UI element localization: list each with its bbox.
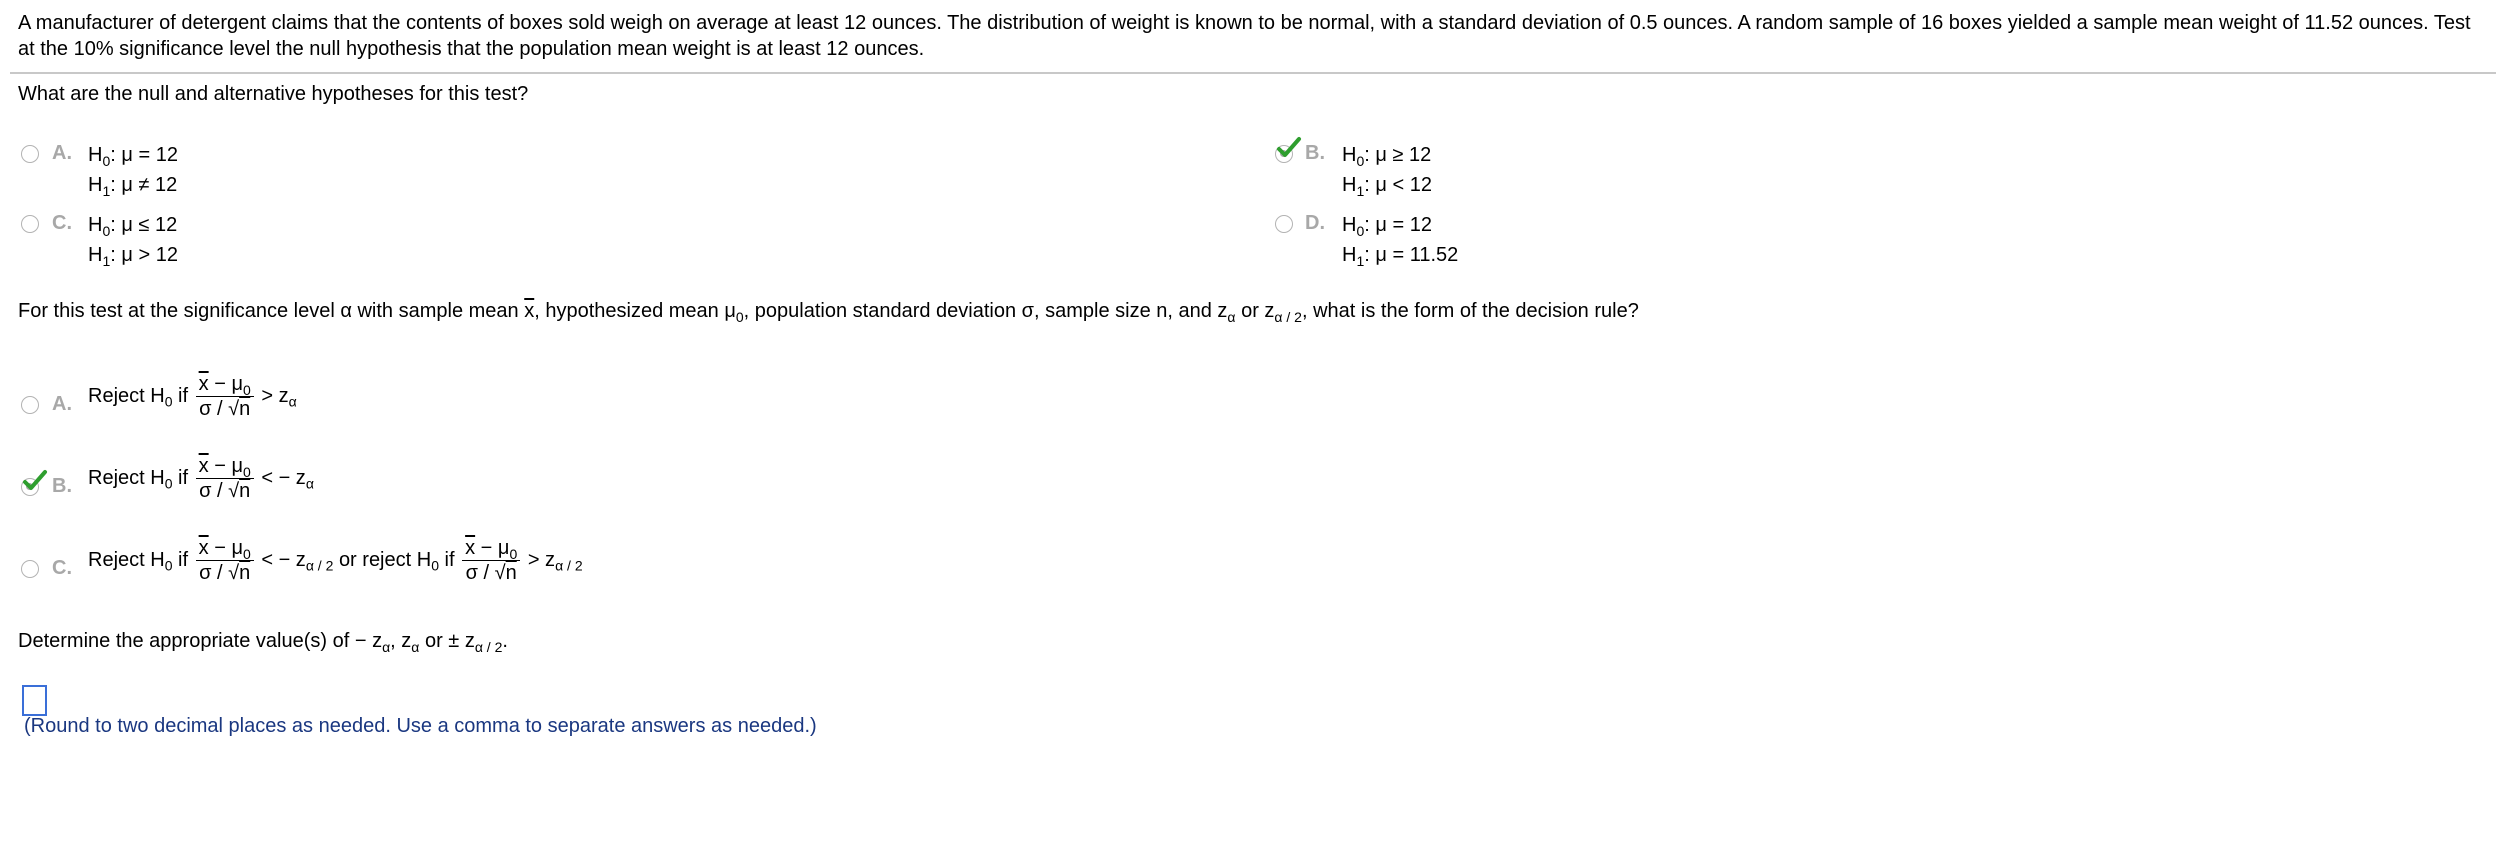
radio-button[interactable] xyxy=(21,396,39,414)
z-statistic-fraction: $\frac{\overline{x} - \mu_0}{\sigma / √n}$ xyxy=(196,536,254,585)
q2-b-rule: Reject $H_0$ if $\frac{\overline{x} - \mu_0}{\sigma / √n}$ < − $z_\alpha$ xyxy=(88,455,314,502)
option-label: A. xyxy=(52,393,72,415)
radio-button[interactable] xyxy=(21,215,39,233)
problem-statement: A manufacturer of detergent claims that the contents of boxes sold weigh on average at least 12 ounces. The distribution of weight is known to be normal, with a standard deviation of 0.5 ounces. A random sample of 16 boxes yielded a sample mean weight of 11.52 ounces. Test at the 10% significance level the null hypothesis that the population mean weight is at least 12 ounces. xyxy=(18,12,2471,60)
answer-hint: (Round to two decimal places as needed. Use a comma to separate answers as needed.) xyxy=(24,715,817,737)
radio-button[interactable] xyxy=(21,145,39,163)
option-label: A. xyxy=(52,142,72,164)
option-label: C. xyxy=(52,212,72,234)
divider xyxy=(10,72,2496,74)
q1-b-h0: $H_0$: μ ≥ 12 xyxy=(1342,144,1432,169)
q1-b-h1: $H_1$: μ < 12 xyxy=(1342,174,1432,199)
radio-button[interactable] xyxy=(1275,215,1293,233)
z-statistic-fraction: $\frac{\overline{x} - \mu_0}{\sigma / √n}$ xyxy=(196,454,254,503)
z-statistic-fraction: $\frac{\overline{x} - \mu_0}{\sigma / √n}$ xyxy=(462,536,520,585)
q1-a-h0: $H_0$: μ = 12 xyxy=(88,144,178,169)
z-statistic-fraction: $\frac{\overline{x} - \mu_0}{\sigma / √n}$ xyxy=(196,372,254,421)
q1-a-h1: $H_1$: μ ≠ 12 xyxy=(88,174,178,199)
q1-c-h0: $H_0$: μ ≤ 12 xyxy=(88,214,178,239)
radio-button[interactable] xyxy=(21,560,39,578)
question-1-prompt: What are the null and alternative hypotheses for this test? xyxy=(18,83,529,105)
answer-input[interactable] xyxy=(22,685,47,716)
q1-c-h1: $H_1$: μ > 12 xyxy=(88,244,178,269)
q1-d-h1: $H_1$: μ = 11.52 xyxy=(1342,244,1459,269)
q2-a-rule: Reject $H_0$ if $\frac{\overline{x} - \mu_0}{\sigma / √n}$ > $z_\alpha$ xyxy=(88,373,297,420)
option-label: C. xyxy=(52,557,72,579)
option-label: B. xyxy=(52,475,72,497)
q1-d-h0: $H_0$: μ = 12 xyxy=(1342,214,1432,239)
check-icon xyxy=(1276,136,1302,160)
question-2-prompt: For this test at the significance level α with sample mean $\overline{x}$, hypothesized mean $\mu_0$, population standard deviation σ, sample size n, and $z_\alpha$ or $z_{\alpha / 2}$, what is the form of the decision rule? xyxy=(18,300,1639,325)
option-label: B. xyxy=(1305,142,1325,164)
question-3-prompt: Determine the appropriate value(s) of − $z_\alpha$, $z_\alpha$ or ± $z_{\alpha / 2}$. xyxy=(18,630,508,655)
q2-c-rule: Reject $H_0$ if $\frac{\overline{x} - \mu_0}{\sigma / √n}$ < − $z_{\alpha / 2}$ or reject $H_0$ if $\frac{\overline{x} - \mu_0}{\sigma / √n}$ > $z_{\alpha / 2}$ xyxy=(88,537,583,584)
check-icon xyxy=(22,469,48,493)
option-label: D. xyxy=(1305,212,1325,234)
